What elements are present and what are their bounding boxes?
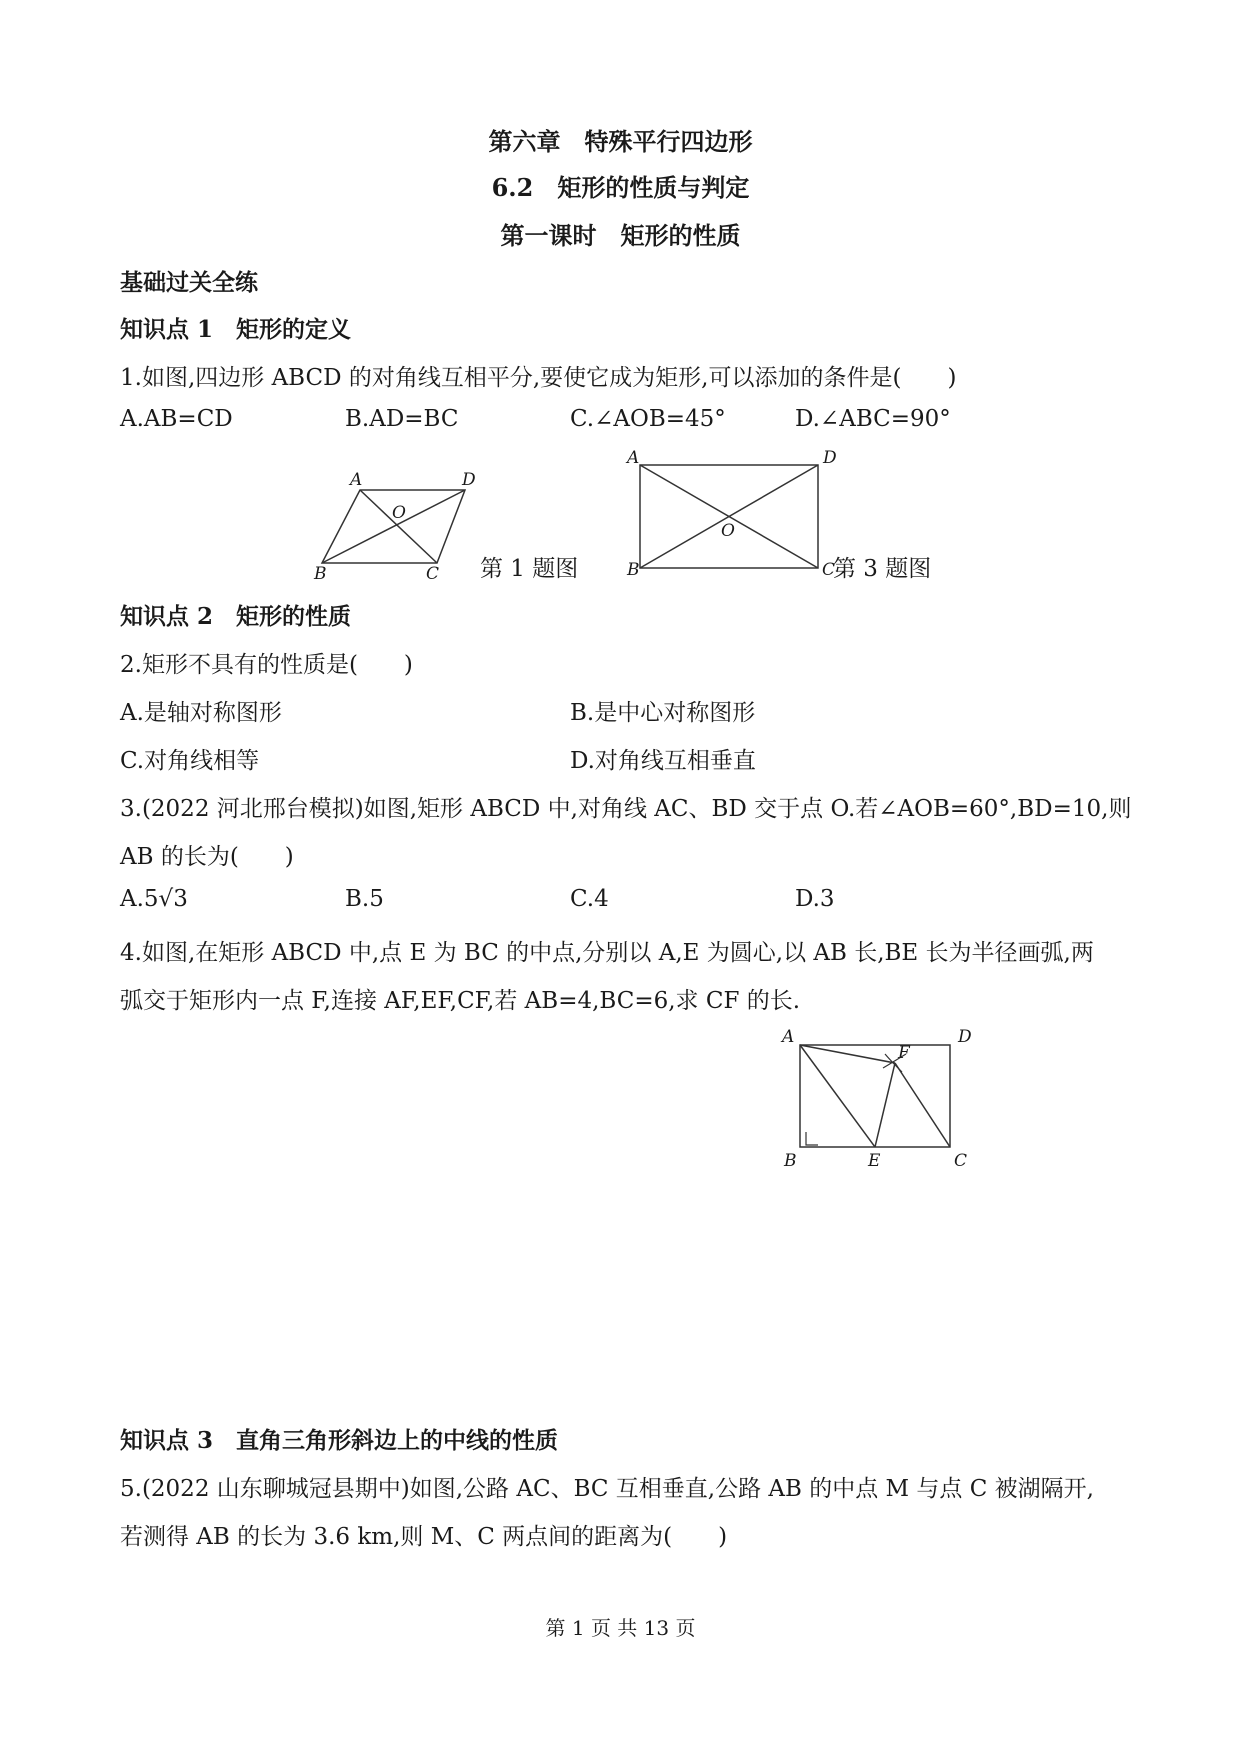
q3-option-d: D.3 (795, 886, 835, 912)
figure-3-rectangle (615, 440, 845, 585)
kp1-title: 知识点 1 矩形的定义 (120, 316, 352, 343)
question-2: 2.矩形不具有的性质是( ) (120, 652, 413, 678)
section-title: 6.2 矩形的性质与判定 (491, 173, 750, 202)
question-5-line-2: 若测得 AB 的长为 3.6 km,则 M、C 两点间的距离为( ) (120, 1524, 728, 1550)
figure-1-caption: 第 1 题图 (480, 556, 579, 582)
fig1-label-d: D (462, 470, 476, 490)
question-1: 1.如图,四边形 ABCD 的对角线互相平分,要使它成为矩形,可以添加的条件是( ) (120, 365, 957, 391)
fig1-label-c: C (426, 564, 440, 580)
fig3-label-c: C (822, 560, 836, 580)
q1-option-d: D.∠ABC=90° (795, 406, 951, 432)
q2-option-b: B.是中心对称图形 (570, 700, 756, 726)
question-5-line-1: 5.(2022 山东聊城冠县期中)如图,公路 AC、BC 互相垂直,公路 AB 的中点 M 与点 C 被湖隔开, (120, 1476, 1094, 1502)
figure-3-caption: 第 3 题图 (833, 556, 932, 582)
question-4-line-1: 4.如图,在矩形 ABCD 中,点 E 为 BC 的中点,分别以 A,E 为圆心,以 AB 长,BE 长为半径画弧,两 (120, 940, 1094, 966)
q2-option-c: C.对角线相等 (120, 748, 260, 774)
practice-title: 基础过关全练 (120, 269, 258, 296)
fig1-label-b: B (314, 564, 327, 580)
fig3-label-b: B (627, 560, 640, 580)
q3-option-c: C.4 (570, 886, 609, 912)
q3-option-a: A.5√3 (120, 886, 188, 912)
question-4-line-2: 弧交于矩形内一点 F,连接 AF,EF,CF,若 AB=4,BC=6,求 CF 的长. (120, 988, 801, 1014)
fig1-label-a: A (350, 470, 363, 490)
fig3-label-a: A (627, 448, 640, 468)
fig3-label-d: D (823, 448, 837, 468)
lesson-title: 第一课时 矩形的性质 (500, 221, 741, 250)
q2-option-a: A.是轴对称图形 (120, 700, 282, 726)
fig1-label-o: O (392, 503, 406, 523)
fig4-label-d: D (958, 1027, 972, 1047)
q1-option-c: C.∠AOB=45° (570, 406, 726, 432)
figure-1-parallelogram (300, 460, 480, 580)
q2-option-d: D.对角线互相垂直 (570, 748, 756, 774)
chapter-title: 第六章 特殊平行四边形 (488, 127, 753, 156)
kp3-title: 知识点 3 直角三角形斜边上的中线的性质 (120, 1427, 559, 1454)
page-footer: 第 1 页 共 13 页 (545, 1616, 696, 1640)
figure-4-rectangle (770, 1020, 980, 1180)
question-3-line-2: AB 的长为( ) (120, 844, 294, 870)
fig4-label-b: B (784, 1151, 797, 1171)
fig4-label-f: F (898, 1043, 910, 1063)
fig4-label-a: A (782, 1027, 795, 1047)
kp2-title: 知识点 2 矩形的性质 (120, 603, 352, 630)
fig3-label-o: O (721, 521, 735, 541)
q3-option-b: B.5 (345, 886, 384, 912)
q1-option-a: A.AB=CD (120, 406, 233, 432)
fig4-label-c: C (954, 1151, 968, 1171)
question-3-line-1: 3.(2022 河北邢台模拟)如图,矩形 ABCD 中,对角线 AC、BD 交于点 O.若∠AOB=60°,BD=10,则 (120, 796, 1132, 822)
q1-option-b: B.AD=BC (345, 406, 459, 432)
fig4-label-e: E (868, 1151, 881, 1171)
